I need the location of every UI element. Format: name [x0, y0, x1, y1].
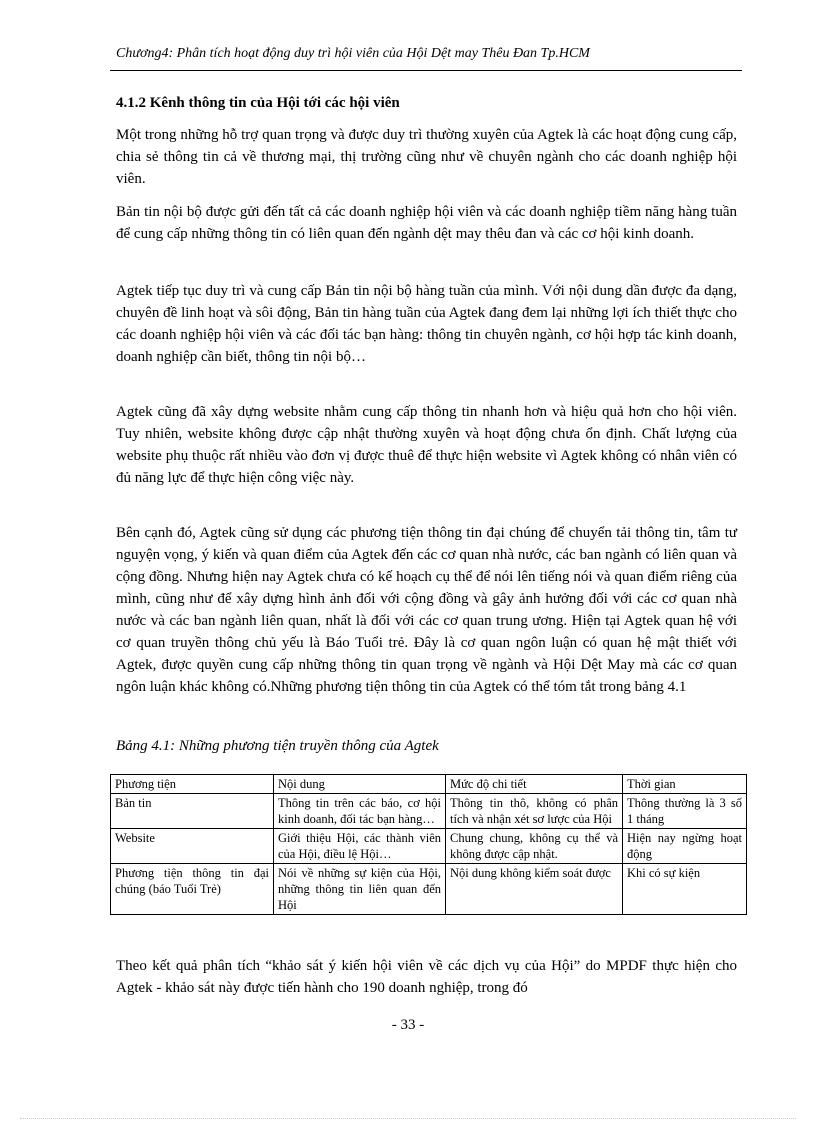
table-cell: Website	[111, 829, 274, 864]
table-cell: Giới thiệu Hội, các thành viên của Hội, điều lệ Hội…	[274, 829, 446, 864]
column-header: Nội dung	[274, 775, 446, 794]
table-cell: Bản tin	[111, 794, 274, 829]
table-cell: Thông tin trên các báo, cơ hội kinh doanh, đối tác bạn hàng…	[274, 794, 446, 829]
section-heading: 4.1.2 Kênh thông tin của Hội tới các hội viên	[116, 95, 400, 111]
table-row	[111, 864, 747, 915]
column-header: Mức độ chi tiết	[446, 775, 623, 794]
table-cell: Khi có sự kiện	[623, 864, 747, 915]
table-row	[111, 829, 747, 864]
header-divider	[110, 70, 742, 71]
column-header: Thời gian	[623, 775, 747, 794]
paragraph-6: Theo kết quả phân tích “khảo sát ý kiến hội viên về các dịch vụ của Hội” do MPDF thực hiện cho Agtek - khảo sát này được tiến hành cho 190 doanh nghiệp, trong đó	[116, 958, 737, 996]
page-edge-divider	[20, 1118, 796, 1119]
page-number: - 33 -	[391, 1017, 425, 1033]
table-cell: Phương tiện thông tin đại chúng (báo Tuổi Trẻ)	[111, 864, 274, 915]
table-cell: Nói về những sự kiện của Hội, những thông tin liên quan đến Hội	[274, 864, 446, 915]
table-row	[111, 794, 747, 829]
table-header-row	[111, 775, 747, 794]
table-cell: Chung chung, không cụ thể và không được cập nhật.	[446, 829, 623, 864]
paragraph-2: Bản tin nội bộ được gửi đến tất cả các doanh nghiệp hội viên và các doanh nghiệp tiềm năng hàng tuần để cung cấp những thông tin có liên quan đến ngành dệt may thêu đan và các cơ hội kinh doanh.	[116, 204, 737, 242]
paragraph-5: Bên cạnh đó, Agtek cũng sử dụng các phương tiện thông tin đại chúng để chuyển tải thông tin, tâm tư nguyện vọng, ý kiến và quan điểm của Agtek đến các cơ quan nhà nước, các ban ngành có liên quan và cộng đồng. Nhưng hiện nay Agtek chưa có kế hoạch cụ thể để nói lên tiếng nói và quan điểm riêng của mình, cũng như để xây dựng hình ảnh đối với cộng đồng và gây ảnh hưởng đối với các cơ quan nhà nước và các ban ngành liên quan, nhất là đối với các cơ quan trung ương. Hiện tại Agtek quan hệ với cơ quan truyền thông chủ yếu là Báo Tuổi trẻ. Đây là cơ quan ngôn luận có quan hệ mật thiết với Agtek, được quyền cung cấp những thông tin quan trọng về ngành và Hội Dệt May mà các cơ quan ngôn luận khác không có.Những phương tiện thông tin của Agtek có thể tóm tắt trong bảng 4.1	[116, 525, 737, 695]
media-table	[110, 774, 747, 915]
table-cell: Thông tin thô, không có phân tích và nhận xét sơ lược của Hội	[446, 794, 623, 829]
table-cell: Nội dung không kiểm soát được	[446, 864, 623, 915]
table-cell: Thông thường là 3 số 1 tháng	[623, 794, 747, 829]
table-cell: Hiện nay ngừng hoạt động	[623, 829, 747, 864]
paragraph-4: Agtek cũng đã xây dựng website nhằm cung cấp thông tin nhanh hơn và hiệu quả hơn cho hội viên. Tuy nhiên, website không được cập nhật thường xuyên và hoạt động chưa ổn định. Chất lượng của website phụ thuộc rất nhiều vào đơn vị được thuê để thực hiện website vì Agtek không có nhân viên có đủ năng lực để thực hiện công việc này.	[116, 404, 737, 486]
table-caption: Bảng 4.1: Những phương tiện truyền thông của Agtek	[116, 738, 439, 754]
paragraph-3: Agtek tiếp tục duy trì và cung cấp Bản tin nội bộ hàng tuần của mình. Với nội dung dần được đa dạng, chuyên đề linh hoạt và sôi động, Bản tin hàng tuần của Agtek đang đem lại những lợi ích thiết thực cho các doanh nghiệp hội viên và các đối tác bạn hàng: thông tin chuyên ngành, cơ hội hợp tác kinh doanh, doanh nghiệp cần biết, thông tin nội bộ…	[116, 283, 737, 365]
paragraph-1: Một trong những hỗ trợ quan trọng và được duy trì thường xuyên của Agtek là các hoạt động cung cấp, chia sẻ thông tin cả về thương mại, thị trường cũng như về chuyên ngành cho các doanh nghiệp hội viên.	[116, 127, 737, 187]
column-header: Phương tiện	[111, 775, 274, 794]
running-header: Chương4: Phân tích hoạt động duy trì hội viên của Hội Dệt may Thêu Đan Tp.HCM	[116, 46, 590, 61]
